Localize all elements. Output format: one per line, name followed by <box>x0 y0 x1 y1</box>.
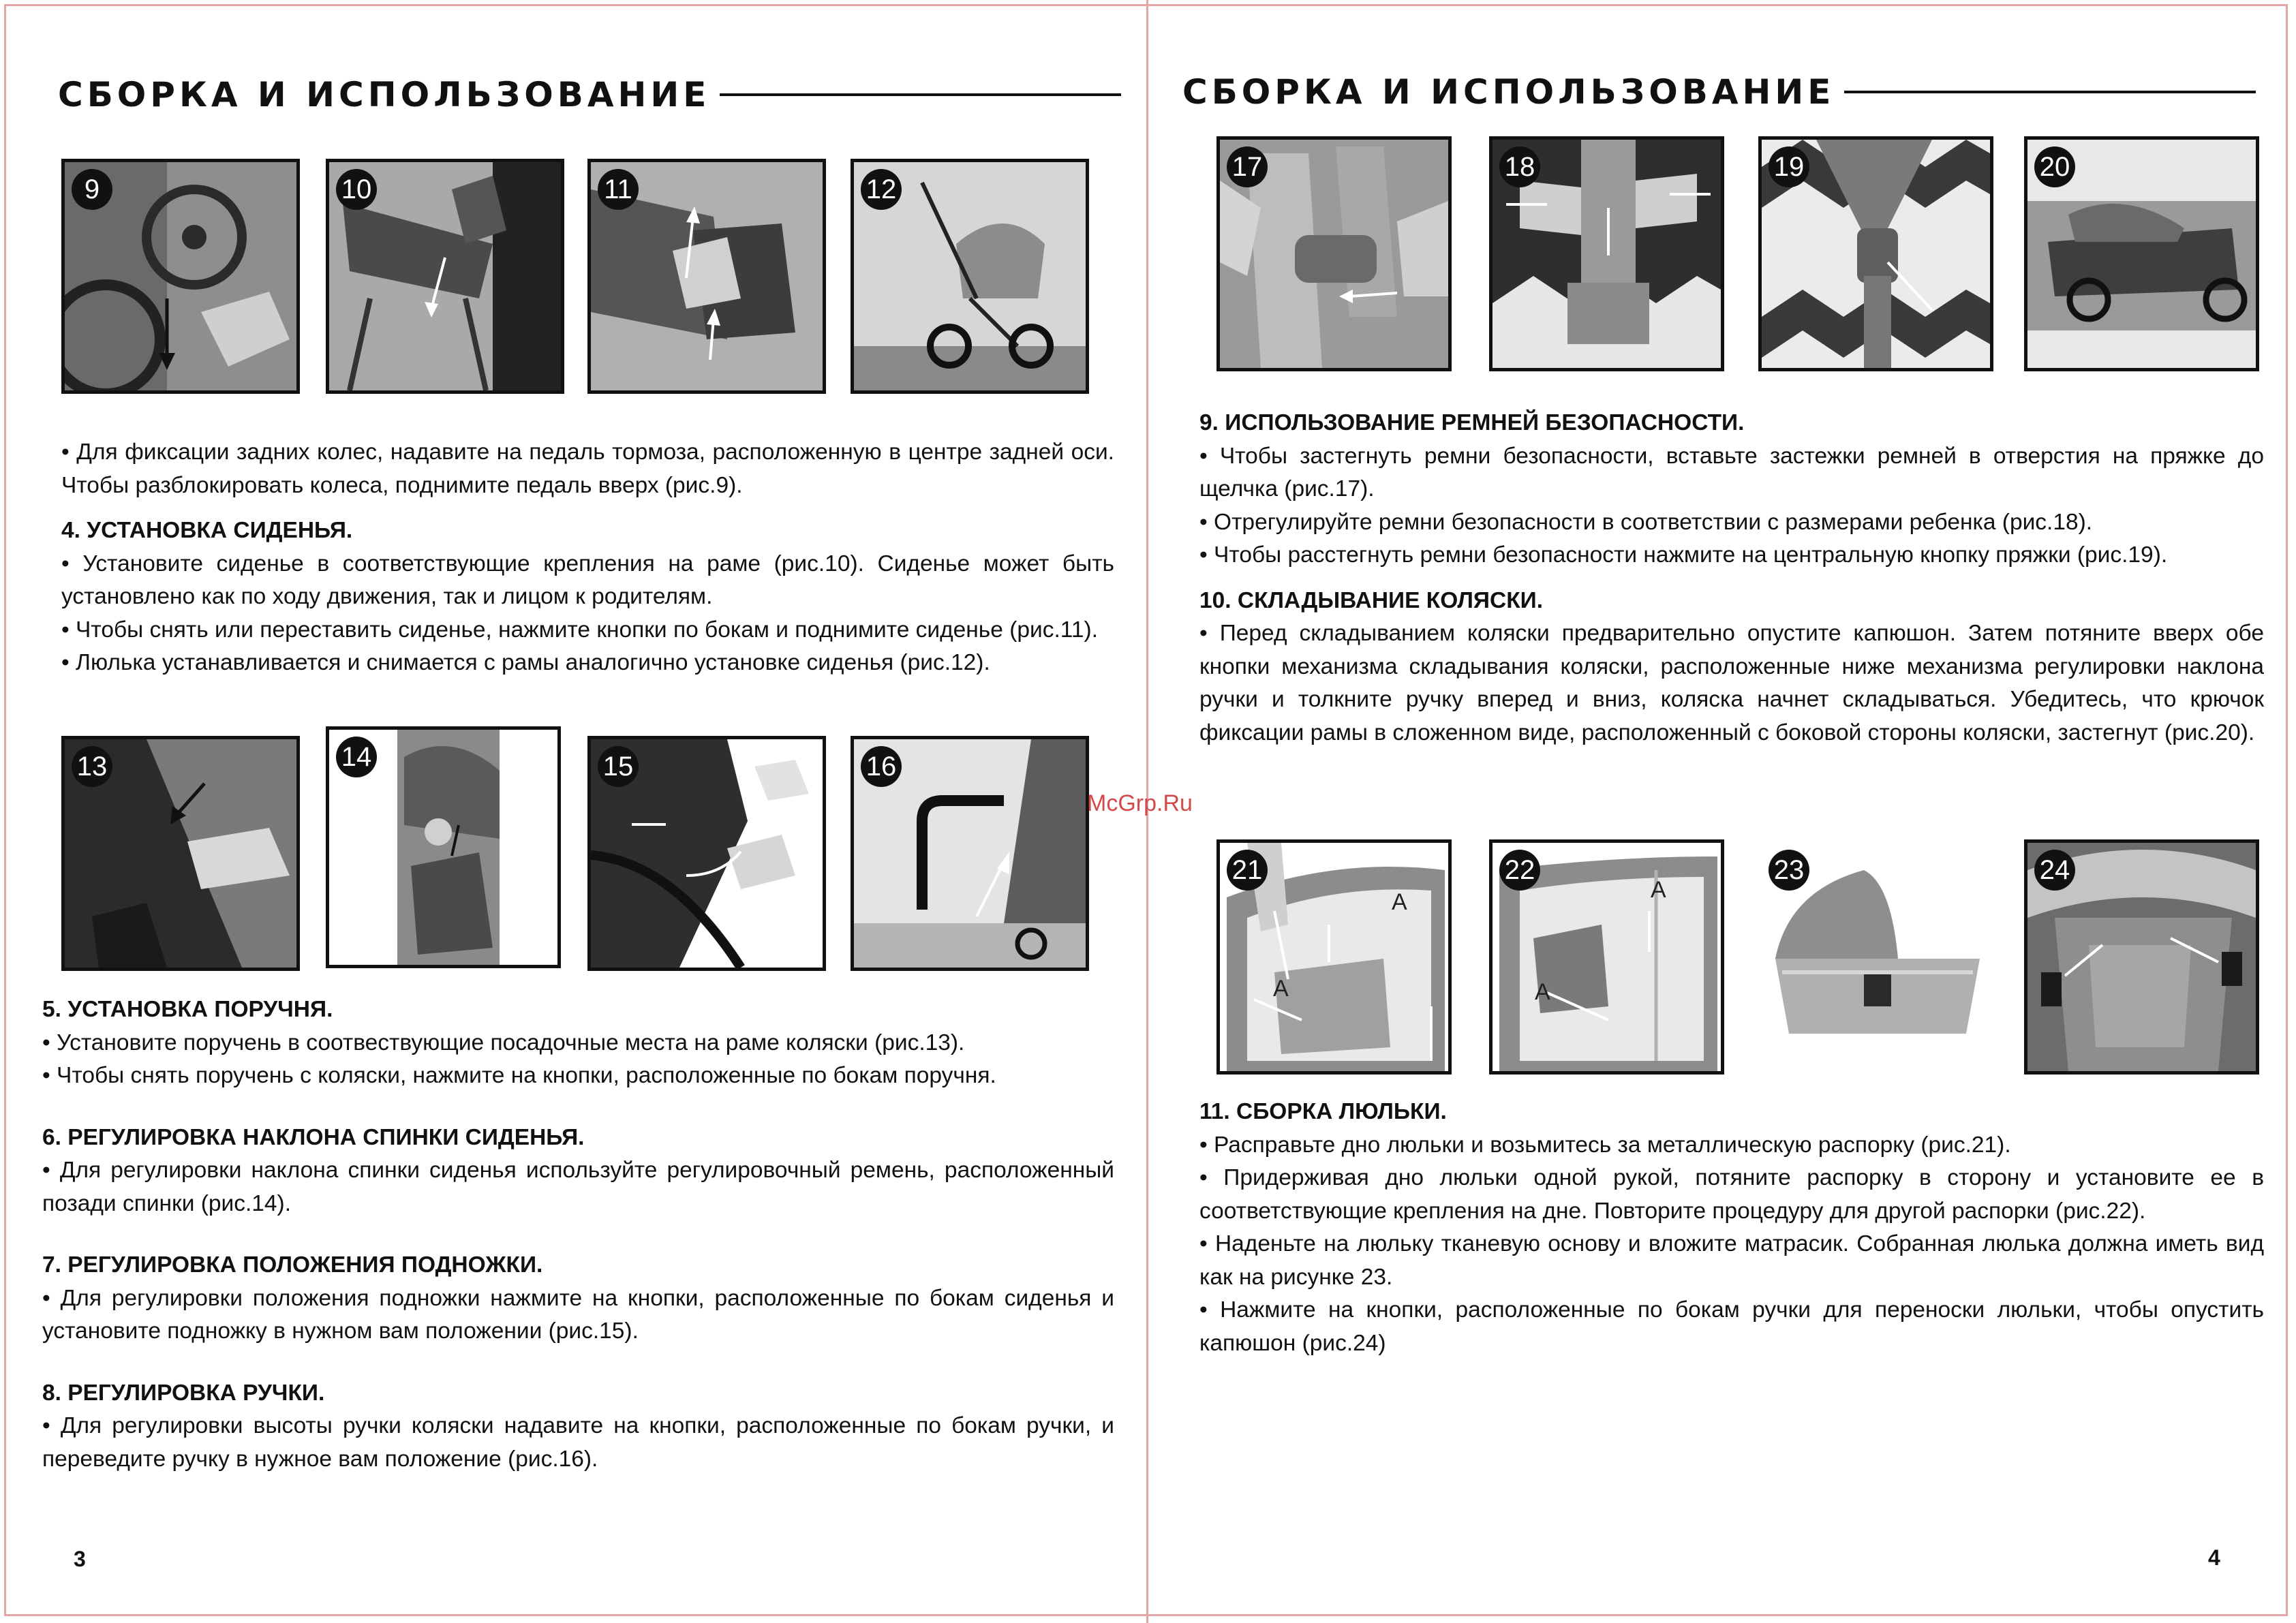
figure-19 <box>1758 136 1993 371</box>
right-page-title-row <box>1182 72 2256 112</box>
figure-10-number: 10 <box>336 169 377 210</box>
figure-12-number: 12 <box>861 169 902 210</box>
section-6-heading: 6. РЕГУЛИРОВКА НАКЛОНА СПИНКИ СИДЕНЬЯ. <box>42 1124 585 1150</box>
figure-14 <box>326 726 561 968</box>
figure-22 <box>1489 839 1724 1075</box>
left-page-title-row <box>58 75 1121 114</box>
section-9-paragraph-2: • Отрегулируйте ремни безопасности в соответствии с размерами ребенка (рис.18). <box>1199 509 2093 535</box>
section-5-paragraph-2: • Чтобы снять поручень с коляски, нажмите на кнопки, расположенные по бокам поручня. <box>42 1063 996 1088</box>
figure-20 <box>2024 136 2259 371</box>
figure-23 <box>1758 839 1993 1075</box>
brake-instructions: • Для фиксации задних колес, надавите на педаль тормоза, расположенную в центре задней оси. Чтобы разблокировать колеса, поднимите педаль вверх (рис.9). <box>61 439 1114 498</box>
section-6-paragraph-1: • Для регулировки наклона спинки сиденья используйте регулировочный ремень, расположенный позади спинки (рис.14). <box>42 1158 1114 1216</box>
figure-22-number: 22 <box>1499 850 1540 891</box>
left-page-title: СБОРКА И ИСПОЛЬЗОВАНИЕ <box>58 75 711 114</box>
figure-16-number: 16 <box>861 746 902 787</box>
figure-10 <box>326 159 564 394</box>
right-text-bottom <box>1199 1096 2264 1360</box>
section-8-heading: 8. РЕГУЛИРОВКА РУЧКИ. <box>42 1380 325 1406</box>
right-text-top <box>1199 407 2264 749</box>
left-page-number: 3 <box>74 1547 86 1571</box>
section-10-heading: 10. СКЛАДЫВАНИЕ КОЛЯСКИ. <box>1199 587 1544 613</box>
figure-14-number: 14 <box>336 737 377 777</box>
section-4-paragraph-2: • Чтобы снять или переставить сиденье, нажмите кнопки по бокам и поднимите сиденье (рис.11). <box>61 617 1098 643</box>
section-8-paragraph-1: • Для регулировки высоты ручки коляски надавите на кнопки, расположенные по бокам ручки, и переведите ручку в нужное вам положение (рис.16). <box>42 1413 1114 1472</box>
figure-21-label-a-lower: A <box>1273 976 1289 1002</box>
figure-16 <box>851 736 1089 971</box>
figure-13-number: 13 <box>72 746 112 787</box>
watermark: McGrp.Ru <box>1087 790 1193 816</box>
left-text-top <box>61 436 1114 680</box>
title-rule <box>1844 91 2256 93</box>
figure-15 <box>587 736 826 971</box>
figure-12 <box>851 159 1089 394</box>
figure-24-number: 24 <box>2034 850 2075 891</box>
section-10-paragraph-1: • Перед складыванием коляски предварительно опустите капюшон. Затем потяните вверх обе кнопки механизма складывания коляски, расположенные ниже механизма регулировки наклона ручки и толкните ручку вперед и вниз, коляска начнет складываться. Убедитесь, что крючок фиксации рамы в сложенном виде, расположенный с боковой стороны коляски, застегнут (рис.20). <box>1199 621 2264 745</box>
figure-20-number: 20 <box>2034 146 2075 187</box>
right-page-number: 4 <box>2208 1545 2220 1570</box>
figure-11-number: 11 <box>598 169 639 210</box>
section-7-heading: 7. РЕГУЛИРОВКА ПОЛОЖЕНИЯ ПОДНОЖКИ. <box>42 1252 543 1278</box>
figure-22-label-a-upper: A <box>1651 877 1666 903</box>
section-11-heading: 11. СБОРКА ЛЮЛЬКИ. <box>1199 1099 1447 1124</box>
section-11-paragraph-2: • Придерживая дно люльки одной рукой, потяните распорку в сторону и установите ее в соответствующие крепления на дне. Повторите процедуру для другой распорки (рис.22). <box>1199 1165 2264 1224</box>
section-11-paragraph-1: • Расправьте дно люльки и возьмитесь за металлическую распорку (рис.21). <box>1199 1132 2011 1158</box>
section-4-heading: 4. УСТАНОВКА СИДЕНЬЯ. <box>61 518 353 543</box>
section-7-paragraph-1: • Для регулировки положения подножки нажмите на кнопки, расположенные по бокам сиденья и установите подножку в нужном вам положении (рис.15). <box>42 1285 1114 1344</box>
section-11-paragraph-4: • Нажмите на кнопки, расположенные по бокам ручки для переноски люльки, чтобы опустить капюшон (рис.24) <box>1199 1297 2264 1356</box>
figure-15-number: 15 <box>598 746 639 787</box>
figure-18 <box>1489 136 1724 371</box>
section-9-heading: 9. ИСПОЛЬЗОВАНИЕ РЕМНЕЙ БЕЗОПАСНОСТИ. <box>1199 410 1745 435</box>
section-9-paragraph-3: • Чтобы расстегнуть ремни безопасности нажмите на центральную кнопку пряжки (рис.19). <box>1199 542 2168 568</box>
figure-21-number: 21 <box>1227 850 1268 891</box>
section-5-heading: 5. УСТАНОВКА ПОРУЧНЯ. <box>42 997 333 1022</box>
left-page <box>0 0 1146 1623</box>
figure-24 <box>2024 839 2259 1075</box>
figure-19-number: 19 <box>1769 146 1809 187</box>
figure-23-number: 23 <box>1769 850 1809 891</box>
section-5-paragraph-1: • Установите поручень в соотвествующие посадочные места на раме коляски (рис.13). <box>42 1030 965 1055</box>
figure-18-number: 18 <box>1499 146 1540 187</box>
figure-21-label-a-upper: A <box>1392 889 1407 915</box>
figure-17 <box>1216 136 1452 371</box>
figure-9-number: 9 <box>72 169 112 210</box>
title-rule <box>720 93 1121 96</box>
figure-11 <box>587 159 826 394</box>
figure-13 <box>61 736 300 971</box>
left-text-bottom <box>42 993 1114 1476</box>
figure-22-label-a-lower: A <box>1535 979 1550 1005</box>
figure-17-number: 17 <box>1227 146 1268 187</box>
right-page <box>1148 0 2296 1623</box>
section-11-paragraph-3: • Наденьте на люльку тканевую основу и вложите матрасик. Собранная люлька должна иметь вид как на рисунке 23. <box>1199 1231 2264 1290</box>
section-9-paragraph-1: • Чтобы застегнуть ремни безопасности, вставьте застежки ремней в отверстия на пряжке до щелчка (рис.17). <box>1199 443 2264 501</box>
section-4-paragraph-3: • Люлька устанавливается и снимается с рамы аналогично установке сиденья (рис.12). <box>61 650 990 675</box>
section-4-paragraph-1: • Установите сиденье в соответствующие крепления на раме (рис.10). Сиденье может быть установлено как по ходу движения, так и лицом к родителям. <box>61 551 1114 609</box>
right-page-title: СБОРКА И ИСПОЛЬЗОВАНИЕ <box>1182 72 1835 112</box>
figure-21 <box>1216 839 1452 1075</box>
figure-9 <box>61 159 300 394</box>
